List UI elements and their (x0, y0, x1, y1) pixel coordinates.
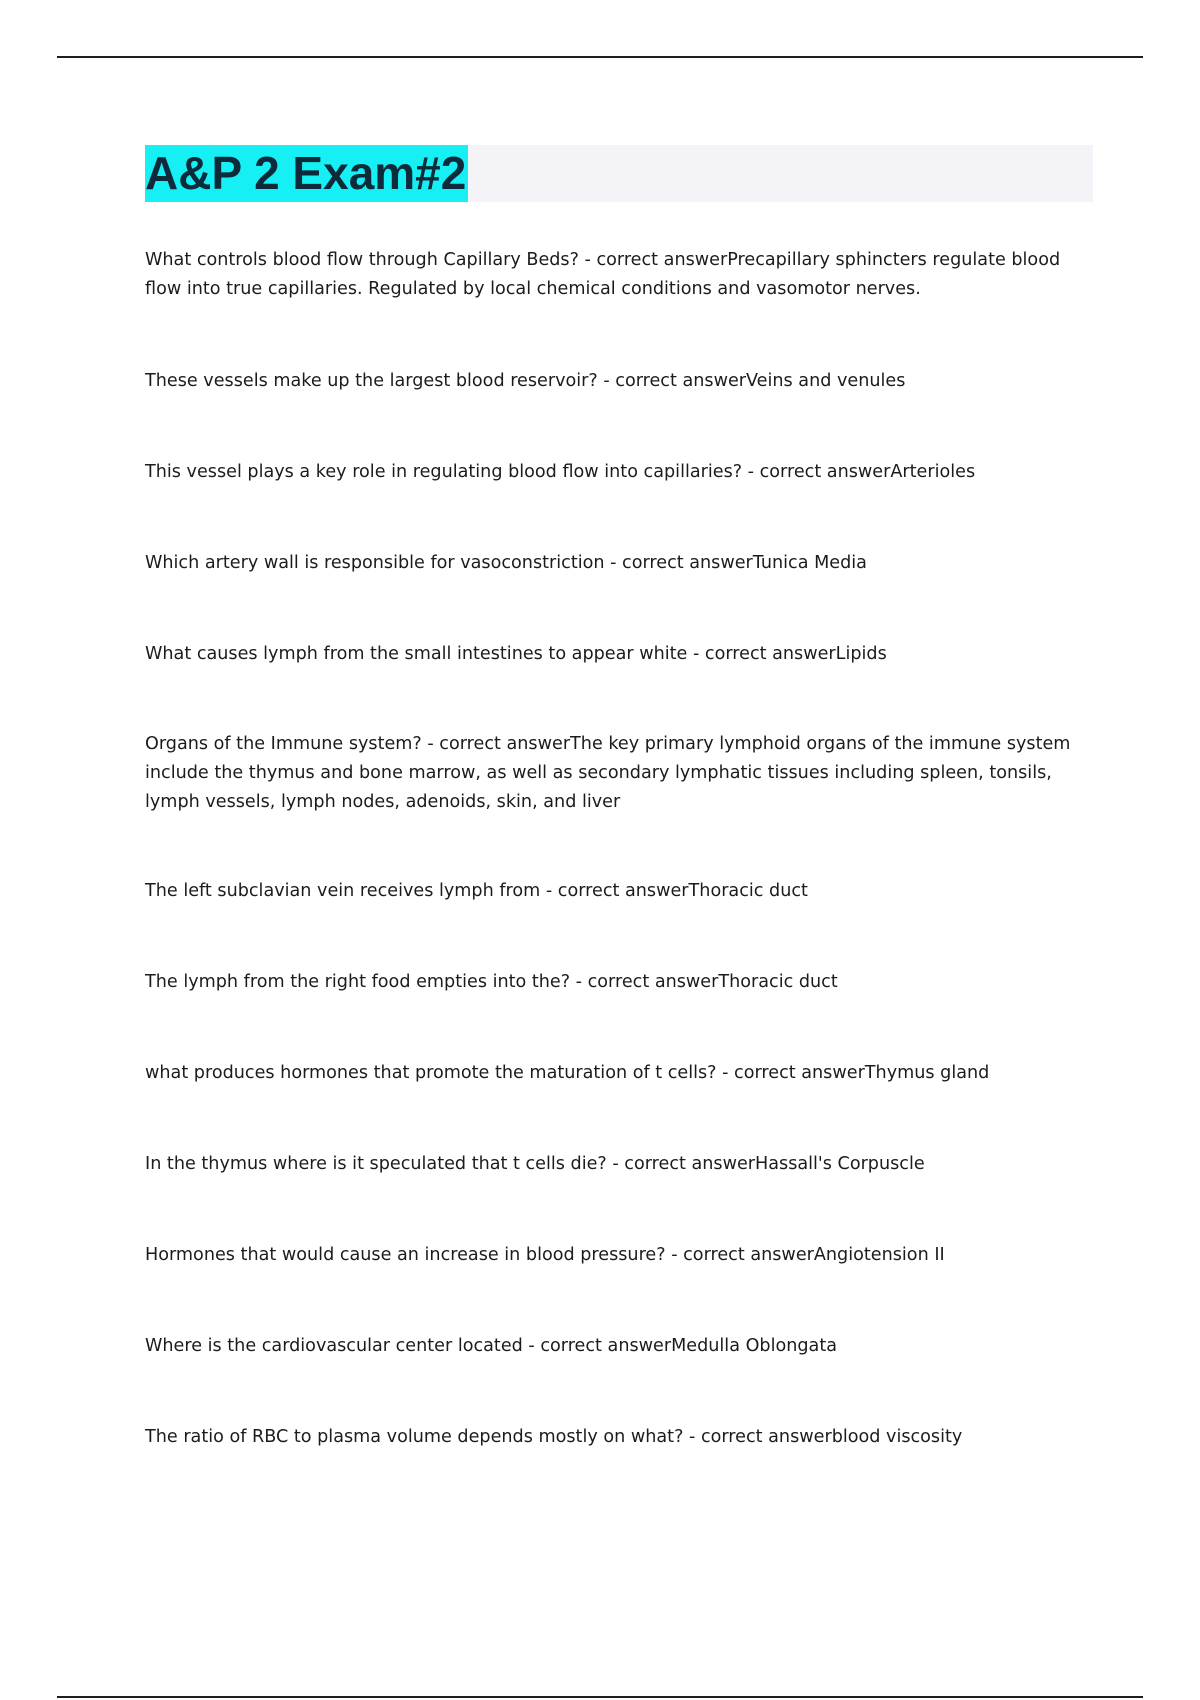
qa-item: what produces hormones that promote the maturation of t cells? - correct answerThymus gland (145, 1063, 990, 1083)
qa-item: The left subclavian vein receives lymph from - correct answerThoracic duct (145, 881, 808, 901)
qa-item: These vessels make up the largest blood reservoir? - correct answerVeins and venules (145, 371, 906, 391)
document-title: A&P 2 Exam#2 (145, 145, 468, 202)
qa-item: This vessel plays a key role in regulating blood flow into capillaries? - correct answerArterioles (145, 462, 976, 482)
qa-item: The lymph from the right food empties into the? - correct answerThoracic duct (145, 972, 838, 992)
qa-item: Organs of the Immune system? - correct answerThe key primary lymphoid organs of the immune system include the thymus and bone marrow, as well as secondary lymphatic tissues including spleen, tonsils, lymph vessels, lymph nodes, adenoids, skin, and liver (145, 734, 1071, 812)
qa-item: Where is the cardiovascular center located - correct answerMedulla Oblongata (145, 1336, 838, 1356)
qa-item: The ratio of RBC to plasma volume depends mostly on what? - correct answerblood viscosity (145, 1427, 963, 1447)
qa-item: In the thymus where is it speculated that t cells die? - correct answerHassall's Corpuscle (145, 1154, 925, 1174)
qa-item: What causes lymph from the small intestines to appear white - correct answerLipids (145, 644, 887, 664)
bottom-rule (57, 1696, 1143, 1698)
top-rule (57, 56, 1143, 58)
qa-item: What controls blood flow through Capillary Beds? - correct answerPrecapillary sphincters regulate blood flow into true capillaries. Regulated by local chemical conditions and vasomotor nerves. (145, 250, 1061, 299)
qa-item: Hormones that would cause an increase in blood pressure? - correct answerAngiotension II (145, 1245, 945, 1265)
qa-item: Which artery wall is responsible for vasoconstriction - correct answerTunica Media (145, 553, 867, 573)
